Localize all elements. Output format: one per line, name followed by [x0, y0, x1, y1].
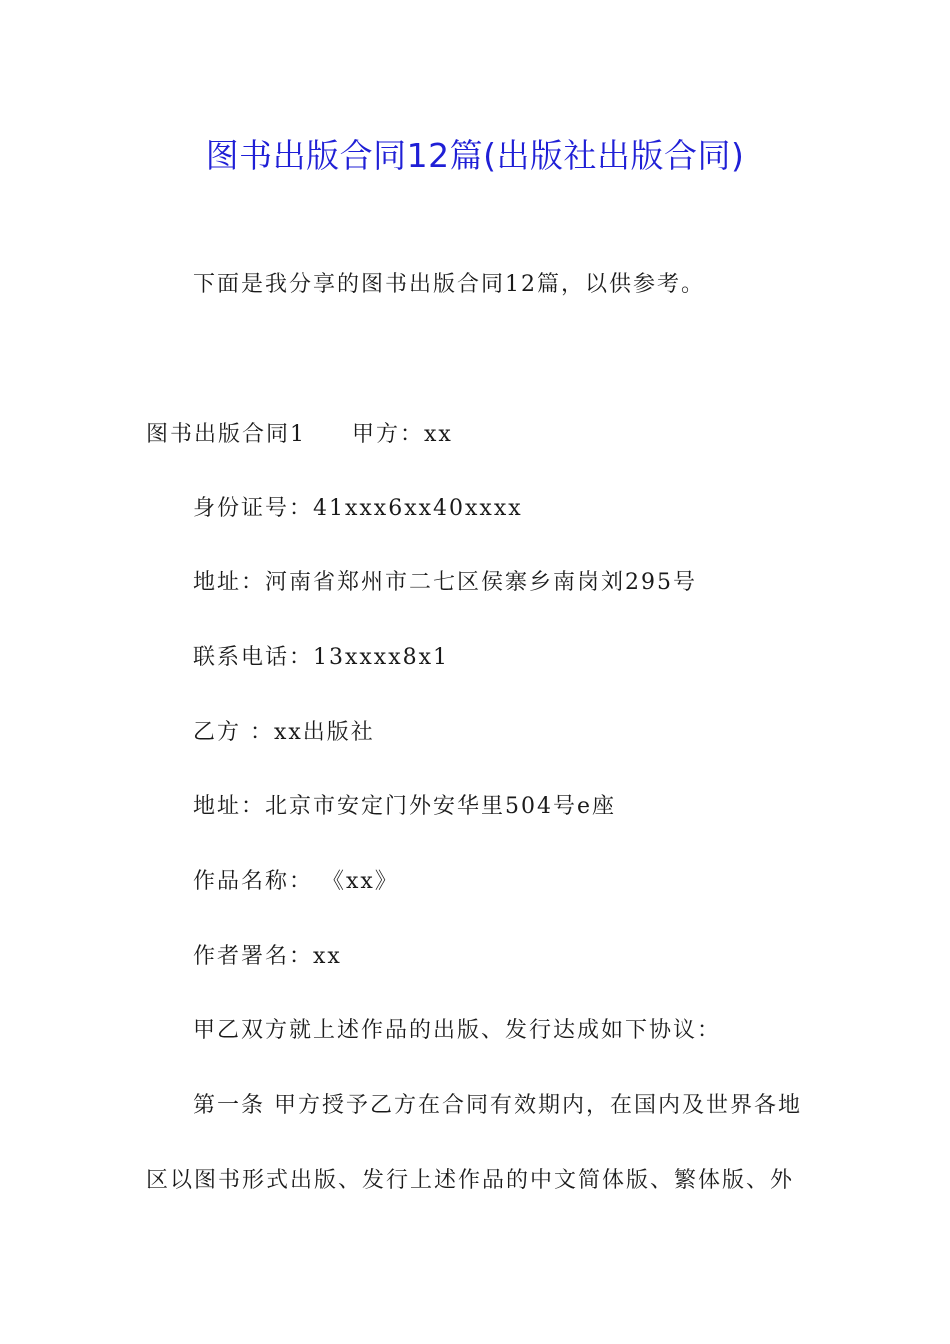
article1-line2: 区以图书形式出版、发行上述作品的中文简体版、繁体版、外	[146, 1168, 795, 1193]
work-name: 作品名称： 《xx》	[193, 869, 399, 894]
article1-line1: 第一条 甲方授予乙方在合同有效期内，在国内及世界各地	[193, 1093, 802, 1118]
section-heading-line	[146, 420, 453, 450]
author: 作者署名：xx	[193, 944, 342, 969]
id-number: 身份证号：41xxx6xx40xxxx	[193, 496, 523, 521]
address-a: 地址：河南省郑州市二七区侯寨乡南岗刘295号	[193, 570, 697, 595]
party-a: 甲方：xx	[352, 422, 453, 447]
phone: 联系电话：13xxxx8x1	[193, 645, 450, 670]
agreement-intro: 甲乙双方就上述作品的出版、发行达成如下协议：	[193, 1018, 722, 1043]
address-b: 地址：北京市安定门外安华里504号e座	[193, 794, 617, 819]
intro-paragraph: 下面是我分享的图书出版合同12篇，以供参考。	[193, 272, 705, 297]
party-b: 乙方 ：xx出版社	[193, 720, 375, 745]
document-title: 图书出版合同12篇(出版社出版合同)	[205, 136, 745, 175]
section-heading: 图书出版合同1	[146, 422, 306, 447]
